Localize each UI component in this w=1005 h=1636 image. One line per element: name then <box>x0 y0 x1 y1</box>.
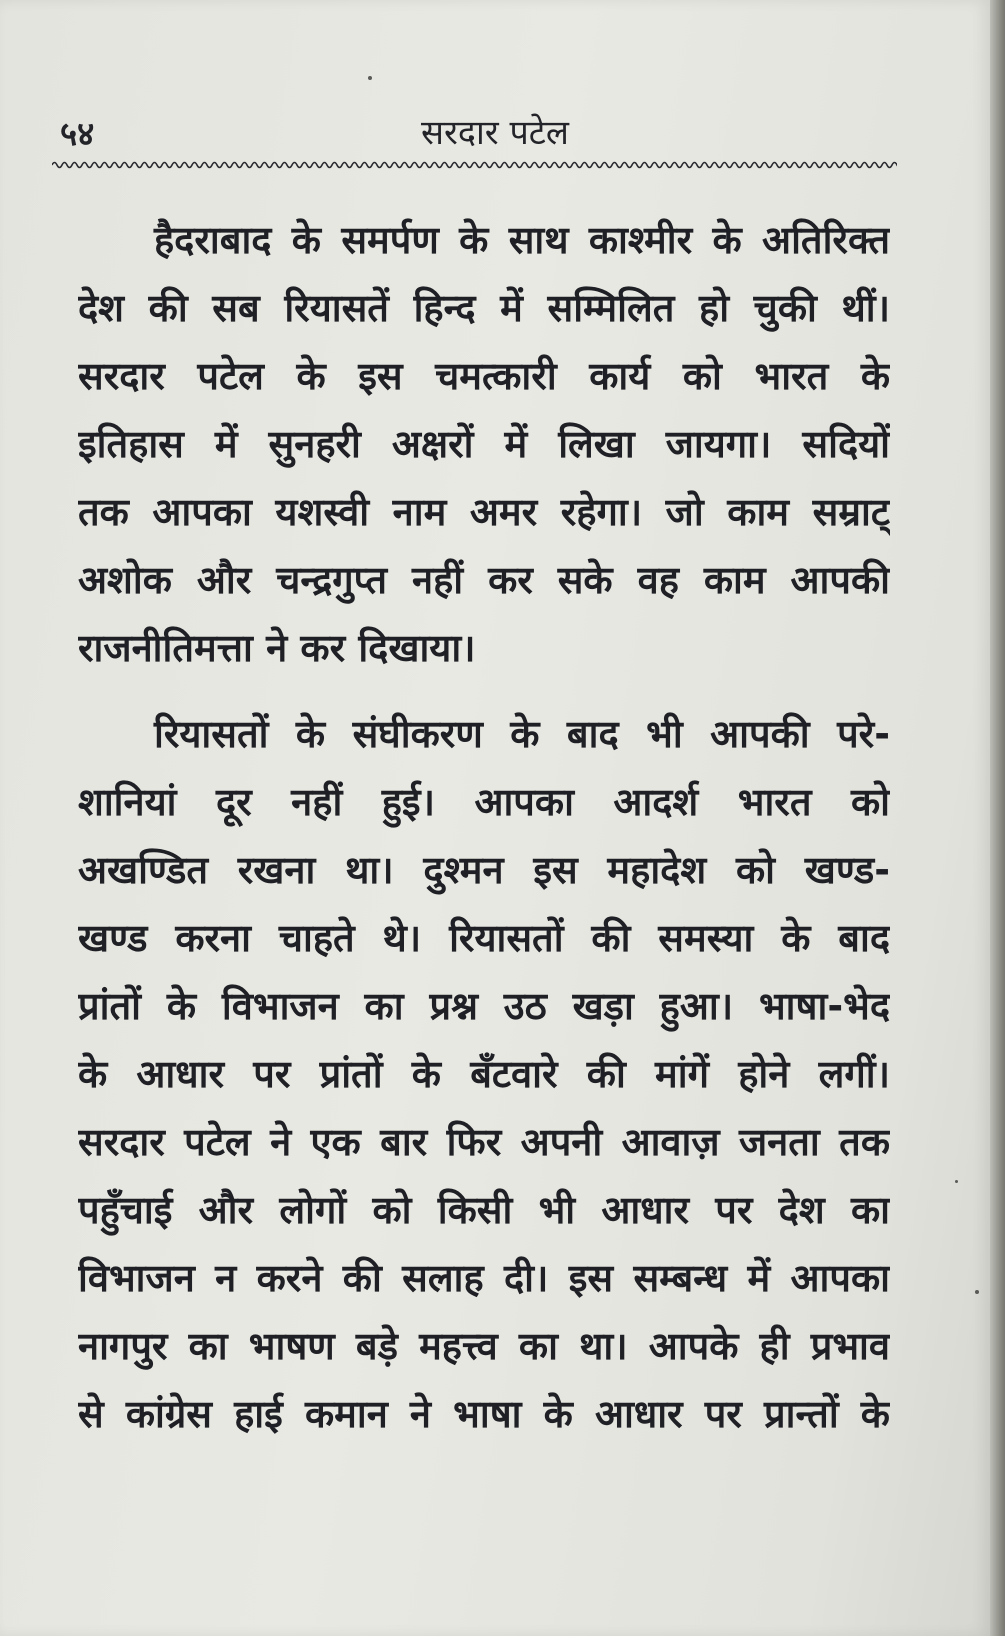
text-line: खण्ड करना चाहते थे। रियासतों की समस्या के बाद <box>78 916 890 960</box>
text-line: के आधार पर प्रांतों के बँटवारे की मांगें होने लगीं। <box>78 1052 890 1096</box>
text-line: सरदार पटेल ने एक बार फिर अपनी आवाज़ जनता तक <box>78 1120 890 1164</box>
text-line: नागपुर का भाषण बड़े महत्त्व का था। आपके ही प्रभाव <box>78 1324 890 1368</box>
text-line: तक आपका यशस्वी नाम अमर रहेगा। जो काम सम्राट् <box>78 490 890 534</box>
text-line: शानियां दूर नहीं हुई। आपका आदर्श भारत को <box>78 780 890 824</box>
page-edge-shadow <box>990 0 1005 1636</box>
text-line: से कांग्रेस हाई कमान ने भाषा के आधार पर प्रान्तों के <box>78 1392 890 1436</box>
paragraph-1 <box>78 206 890 682</box>
text-line: इतिहास में सुनहरी अक्षरों में लिखा जायगा। सदियों <box>78 422 890 466</box>
text-line: अखण्डित रखना था। दुश्मन इस महादेश को खण्ड- <box>78 848 890 892</box>
paragraph-2 <box>78 700 890 1448</box>
text-line: राजनीतिमत्ता ने कर दिखाया। <box>78 626 476 670</box>
wavy-divider <box>52 158 897 172</box>
text-line: देश की सब रियासतें हिन्द में सम्मिलित हो चुकी थीं। <box>78 286 890 330</box>
text-line: विभाजन न करने की सलाह दी। इस सम्बन्ध में आपका <box>78 1256 890 1300</box>
paper-speck <box>955 1180 958 1183</box>
text-line: रियासतों के संघीकरण के बाद भी आपकी परे- <box>154 712 890 756</box>
running-title: सरदार पटेल <box>421 113 569 153</box>
body-text <box>78 206 890 1448</box>
paper-speck <box>975 1290 979 1294</box>
text-line: पहुँचाई और लोगों को किसी भी आधार पर देश का <box>78 1188 890 1232</box>
text-line: हैदराबाद के समर्पण के साथ काश्मीर के अतिरिक्त <box>154 218 890 262</box>
paper-speck <box>368 76 372 80</box>
text-line: सरदार पटेल के इस चमत्कारी कार्य को भारत के <box>78 354 890 398</box>
text-line: अशोक और चन्द्रगुप्त नहीं कर सके वह काम आपकी <box>78 558 890 602</box>
page-number: ५४ <box>60 114 95 153</box>
text-line: प्रांतों के विभाजन का प्रश्न उठ खड़ा हुआ। भाषा-भेद <box>78 984 890 1028</box>
